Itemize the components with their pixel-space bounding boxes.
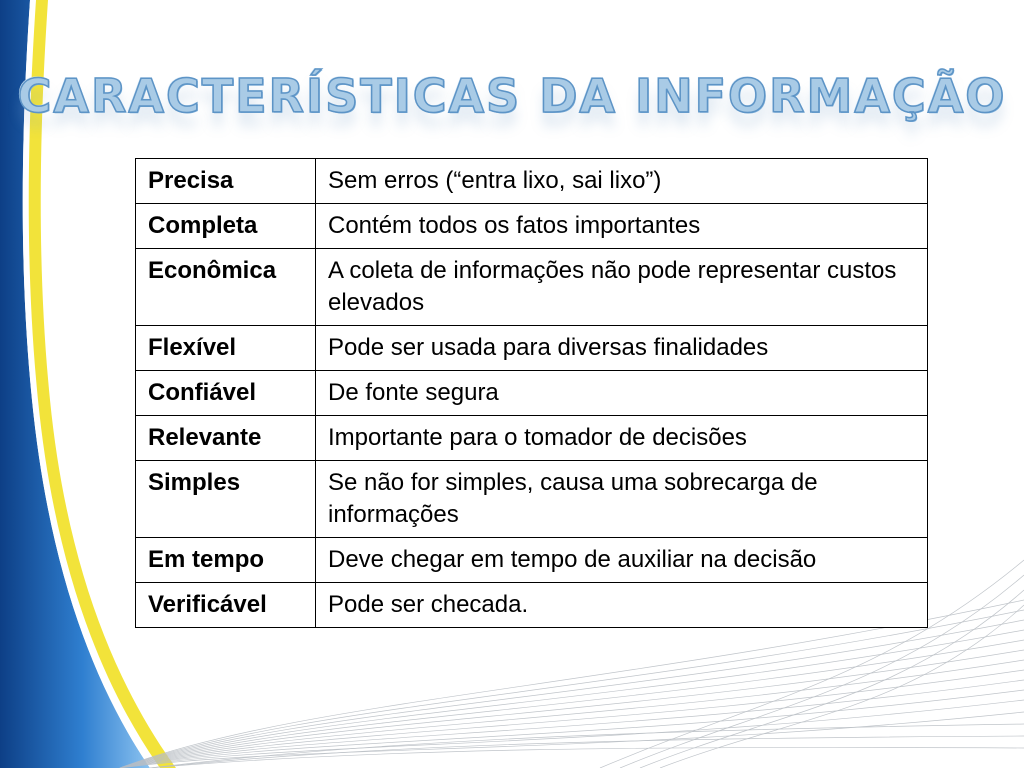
term-cell: Verificável (136, 583, 316, 628)
description-cell: Pode ser usada para diversas finalidades (316, 326, 928, 371)
description-cell: Se não for simples, causa uma sobrecarga de informações (316, 461, 928, 538)
description-cell: Sem erros (“entra lixo, sai lixo”) (316, 159, 928, 204)
table-row (136, 461, 928, 538)
table-row (136, 249, 928, 326)
term-cell: Flexível (136, 326, 316, 371)
description-cell: Contém todos os fatos importantes (316, 204, 928, 249)
description-cell: A coleta de informações não pode representar custos elevados (316, 249, 928, 326)
term-cell: Econômica (136, 249, 316, 326)
table-row (136, 326, 928, 371)
table-row (136, 538, 928, 583)
description-cell: Pode ser checada. (316, 583, 928, 628)
term-cell: Relevante (136, 416, 316, 461)
table-row (136, 416, 928, 461)
table-row (136, 159, 928, 204)
term-cell: Precisa (136, 159, 316, 204)
table-row (136, 583, 928, 628)
term-cell: Confiável (136, 371, 316, 416)
title-area (0, 64, 1024, 144)
table-body (136, 159, 928, 628)
slide-title: CARACTERÍSTICAS DA INFORMAÇÃO (17, 69, 1007, 123)
term-cell: Simples (136, 461, 316, 538)
description-cell: Deve chegar em tempo de auxiliar na decisão (316, 538, 928, 583)
term-cell: Em tempo (136, 538, 316, 583)
term-cell: Completa (136, 204, 316, 249)
description-cell: Importante para o tomador de decisões (316, 416, 928, 461)
table-row (136, 204, 928, 249)
characteristics-table (135, 158, 928, 628)
table-row (136, 371, 928, 416)
description-cell: De fonte segura (316, 371, 928, 416)
